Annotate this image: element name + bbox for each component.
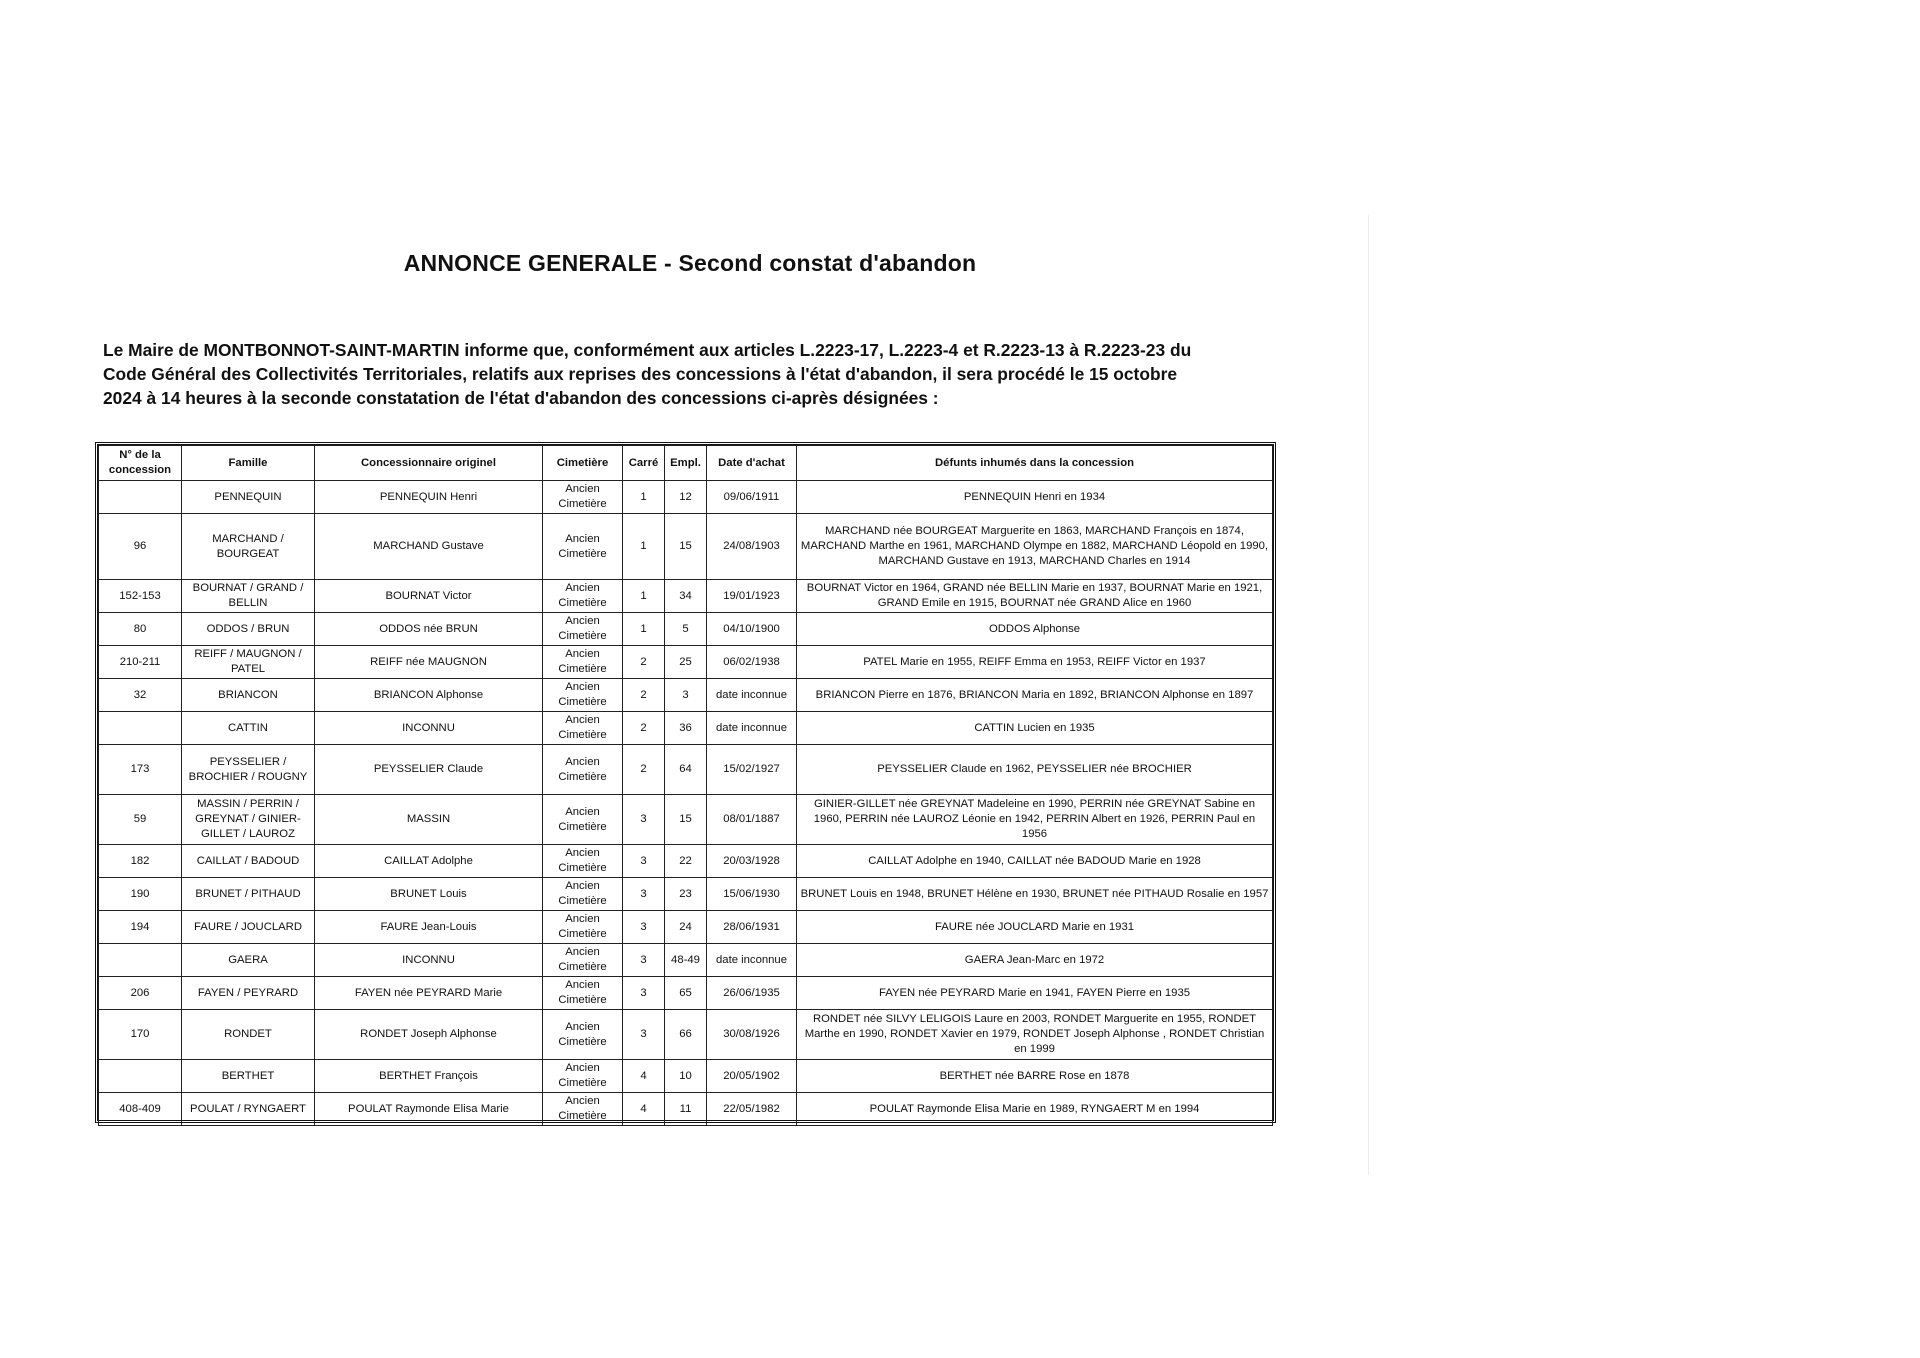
cell-defunts: FAURE née JOUCLARD Marie en 1931 xyxy=(797,911,1273,944)
table-row xyxy=(99,878,1273,911)
cell-defunts: RONDET née SILVY LELIGOIS Laure en 2003, RONDET Marguerite en 1955, RONDET Marthe en 1990, RONDET Xavier en 1979, RONDET Joseph Alphonse , RONDET Christian en 1999 xyxy=(797,1010,1273,1060)
cell-date: 20/05/1902 xyxy=(707,1060,797,1093)
header-cimetiere: Cimetière xyxy=(543,446,623,481)
table-row xyxy=(99,1010,1273,1060)
table-row xyxy=(99,745,1273,795)
cell-numero xyxy=(99,944,182,977)
cell-empl: 64 xyxy=(665,745,707,795)
cell-concessionnaire: RONDET Joseph Alphonse xyxy=(315,1010,543,1060)
table-row xyxy=(99,613,1273,646)
cell-famille: REIFF / MAUGNON / PATEL xyxy=(182,646,315,679)
intro-line: Le Maire de MONTBONNOT-SAINT-MARTIN informe que, conformément aux articles L.2223-17, L.2223-4 et R.2223-13 à R.2223-23 du xyxy=(103,340,1192,360)
cell-defunts: POULAT Raymonde Elisa Marie en 1989, RYNGAERT M en 1994 xyxy=(797,1093,1273,1126)
cell-empl: 22 xyxy=(665,845,707,878)
cell-numero: 408-409 xyxy=(99,1093,182,1126)
table-row xyxy=(99,580,1273,613)
cell-numero xyxy=(99,481,182,514)
cell-empl: 66 xyxy=(665,1010,707,1060)
cell-empl: 11 xyxy=(665,1093,707,1126)
cell-concessionnaire: BOURNAT Victor xyxy=(315,580,543,613)
cell-cimetiere: Ancien Cimetière xyxy=(543,878,623,911)
cell-concessionnaire: ODDOS née BRUN xyxy=(315,613,543,646)
table-row xyxy=(99,845,1273,878)
cell-concessionnaire: CAILLAT Adolphe xyxy=(315,845,543,878)
table-row xyxy=(99,679,1273,712)
cell-date: 06/02/1938 xyxy=(707,646,797,679)
cell-numero: 173 xyxy=(99,745,182,795)
table-row xyxy=(99,795,1273,845)
cell-famille: CAILLAT / BADOUD xyxy=(182,845,315,878)
header-defunts: Défunts inhumés dans la concession xyxy=(797,446,1273,481)
cell-cimetiere: Ancien Cimetière xyxy=(543,679,623,712)
cell-concessionnaire: FAURE Jean-Louis xyxy=(315,911,543,944)
cell-numero: 59 xyxy=(99,795,182,845)
cell-empl: 12 xyxy=(665,481,707,514)
intro-line: Code Général des Collectivités Territoriales, relatifs aux reprises des concessions à l'état d'abandon, il sera procédé le 15 octobre xyxy=(103,364,1178,384)
cell-date: date inconnue xyxy=(707,944,797,977)
intro-line: 2024 à 14 heures à la seconde constatation de l'état d'abandon des concessions ci-après désignées : xyxy=(103,388,939,408)
cell-defunts: MARCHAND née BOURGEAT Marguerite en 1863, MARCHAND François en 1874, MARCHAND Marthe en 1961, MARCHAND Olympe en 1882, MARCHAND Léopold en 1990, MARCHAND Gustave en 1913, MARCHAND Charles en 1914 xyxy=(797,514,1273,580)
cell-defunts: GINIER-GILLET née GREYNAT Madeleine en 1990, PERRIN née GREYNAT Sabine en 1960, PERRIN née LAUROZ Léonie en 1942, PERRIN Albert en 1926, PERRIN Paul en 1956 xyxy=(797,795,1273,845)
cell-carre: 3 xyxy=(623,944,665,977)
cell-date: 20/03/1928 xyxy=(707,845,797,878)
document-title: ANNONCE GENERALE - Second constat d'abandon xyxy=(403,250,977,276)
table-header-row xyxy=(99,446,1273,481)
cell-numero: 182 xyxy=(99,845,182,878)
cell-famille: POULAT / RYNGAERT xyxy=(182,1093,315,1126)
header-carre: Carré xyxy=(623,446,665,481)
table-row xyxy=(99,514,1273,580)
cell-carre: 2 xyxy=(623,646,665,679)
cell-empl: 5 xyxy=(665,613,707,646)
cell-date: date inconnue xyxy=(707,712,797,745)
table-row xyxy=(99,481,1273,514)
cell-carre: 3 xyxy=(623,977,665,1010)
cell-numero: 210-211 xyxy=(99,646,182,679)
table-row xyxy=(99,911,1273,944)
cell-defunts: GAERA Jean-Marc en 1972 xyxy=(797,944,1273,977)
cell-concessionnaire: BRUNET Louis xyxy=(315,878,543,911)
cell-empl: 10 xyxy=(665,1060,707,1093)
concessions-table-frame xyxy=(95,442,1276,1123)
cell-cimetiere: Ancien Cimetière xyxy=(543,613,623,646)
cell-famille: BRIANCON xyxy=(182,679,315,712)
cell-date: 19/01/1923 xyxy=(707,580,797,613)
scan-edge-line xyxy=(1368,215,1369,1175)
cell-cimetiere: Ancien Cimetière xyxy=(543,481,623,514)
cell-famille: RONDET xyxy=(182,1010,315,1060)
cell-concessionnaire: POULAT Raymonde Elisa Marie xyxy=(315,1093,543,1126)
cell-defunts: PEYSSELIER Claude en 1962, PEYSSELIER née BROCHIER xyxy=(797,745,1273,795)
cell-famille: CATTIN xyxy=(182,712,315,745)
cell-cimetiere: Ancien Cimetière xyxy=(543,1060,623,1093)
table-body xyxy=(99,481,1273,1126)
cell-empl: 24 xyxy=(665,911,707,944)
cell-famille: PEYSSELIER / BROCHIER / ROUGNY xyxy=(182,745,315,795)
cell-famille: BOURNAT / GRAND / BELLIN xyxy=(182,580,315,613)
cell-famille: ODDOS / BRUN xyxy=(182,613,315,646)
cell-famille: FAYEN / PEYRARD xyxy=(182,977,315,1010)
cell-date: 04/10/1900 xyxy=(707,613,797,646)
cell-numero xyxy=(99,1060,182,1093)
cell-concessionnaire: INCONNU xyxy=(315,712,543,745)
table-row xyxy=(99,944,1273,977)
cell-carre: 1 xyxy=(623,613,665,646)
cell-concessionnaire: MARCHAND Gustave xyxy=(315,514,543,580)
header-concessionnaire: Concessionnaire originel xyxy=(315,446,543,481)
concessions-table xyxy=(98,445,1273,1126)
cell-cimetiere: Ancien Cimetière xyxy=(543,845,623,878)
cell-date: 30/08/1926 xyxy=(707,1010,797,1060)
cell-defunts: BOURNAT Victor en 1964, GRAND née BELLIN Marie en 1937, BOURNAT Marie en 1921, GRAND Emile en 1915, BOURNAT née GRAND Alice en 1960 xyxy=(797,580,1273,613)
cell-famille: BERTHET xyxy=(182,1060,315,1093)
cell-numero: 194 xyxy=(99,911,182,944)
cell-numero: 32 xyxy=(99,679,182,712)
table-row xyxy=(99,646,1273,679)
cell-numero xyxy=(99,712,182,745)
cell-cimetiere: Ancien Cimetière xyxy=(543,911,623,944)
cell-date: date inconnue xyxy=(707,679,797,712)
cell-empl: 65 xyxy=(665,977,707,1010)
cell-empl: 23 xyxy=(665,878,707,911)
cell-defunts: PENNEQUIN Henri en 1934 xyxy=(797,481,1273,514)
cell-date: 15/02/1927 xyxy=(707,745,797,795)
cell-cimetiere: Ancien Cimetière xyxy=(543,580,623,613)
cell-concessionnaire: BERTHET François xyxy=(315,1060,543,1093)
cell-carre: 2 xyxy=(623,745,665,795)
cell-numero: 206 xyxy=(99,977,182,1010)
cell-carre: 2 xyxy=(623,679,665,712)
cell-concessionnaire: INCONNU xyxy=(315,944,543,977)
cell-famille: FAURE / JOUCLARD xyxy=(182,911,315,944)
cell-carre: 2 xyxy=(623,712,665,745)
table-row xyxy=(99,977,1273,1010)
cell-defunts: CAILLAT Adolphe en 1940, CAILLAT née BADOUD Marie en 1928 xyxy=(797,845,1273,878)
cell-concessionnaire: FAYEN née PEYRARD Marie xyxy=(315,977,543,1010)
cell-famille: MARCHAND / BOURGEAT xyxy=(182,514,315,580)
cell-concessionnaire: MASSIN xyxy=(315,795,543,845)
cell-defunts: BERTHET née BARRE Rose en 1878 xyxy=(797,1060,1273,1093)
cell-numero: 80 xyxy=(99,613,182,646)
header-numero: N° de la concession xyxy=(99,446,182,481)
cell-numero: 190 xyxy=(99,878,182,911)
cell-defunts: CATTIN Lucien en 1935 xyxy=(797,712,1273,745)
cell-empl: 15 xyxy=(665,514,707,580)
cell-date: 26/06/1935 xyxy=(707,977,797,1010)
cell-date: 28/06/1931 xyxy=(707,911,797,944)
cell-famille: PENNEQUIN xyxy=(182,481,315,514)
cell-cimetiere: Ancien Cimetière xyxy=(543,795,623,845)
table-row xyxy=(99,1060,1273,1093)
cell-concessionnaire: PENNEQUIN Henri xyxy=(315,481,543,514)
cell-concessionnaire: BRIANCON Alphonse xyxy=(315,679,543,712)
header-famille: Famille xyxy=(182,446,315,481)
cell-empl: 15 xyxy=(665,795,707,845)
cell-defunts: BRIANCON Pierre en 1876, BRIANCON Maria en 1892, BRIANCON Alphonse en 1897 xyxy=(797,679,1273,712)
cell-carre: 4 xyxy=(623,1093,665,1126)
cell-carre: 4 xyxy=(623,1060,665,1093)
cell-carre: 3 xyxy=(623,911,665,944)
cell-cimetiere: Ancien Cimetière xyxy=(543,745,623,795)
cell-empl: 34 xyxy=(665,580,707,613)
cell-date: 15/06/1930 xyxy=(707,878,797,911)
cell-famille: MASSIN / PERRIN / GREYNAT / GINIER-GILLET / LAUROZ xyxy=(182,795,315,845)
cell-famille: GAERA xyxy=(182,944,315,977)
cell-concessionnaire: REIFF née MAUGNON xyxy=(315,646,543,679)
intro-paragraph xyxy=(103,338,1278,410)
cell-date: 22/05/1982 xyxy=(707,1093,797,1126)
cell-famille: BRUNET / PITHAUD xyxy=(182,878,315,911)
cell-empl: 48-49 xyxy=(665,944,707,977)
cell-carre: 3 xyxy=(623,878,665,911)
table-row xyxy=(99,712,1273,745)
cell-cimetiere: Ancien Cimetière xyxy=(543,1093,623,1126)
cell-numero: 170 xyxy=(99,1010,182,1060)
cell-defunts: BRUNET Louis en 1948, BRUNET Hélène en 1930, BRUNET née PITHAUD Rosalie en 1957 xyxy=(797,878,1273,911)
cell-empl: 3 xyxy=(665,679,707,712)
cell-numero: 152-153 xyxy=(99,580,182,613)
cell-cimetiere: Ancien Cimetière xyxy=(543,514,623,580)
cell-numero: 96 xyxy=(99,514,182,580)
cell-defunts: FAYEN née PEYRARD Marie en 1941, FAYEN Pierre en 1935 xyxy=(797,977,1273,1010)
cell-carre: 1 xyxy=(623,580,665,613)
table-row xyxy=(99,1093,1273,1126)
cell-carre: 3 xyxy=(623,845,665,878)
cell-date: 09/06/1911 xyxy=(707,481,797,514)
cell-cimetiere: Ancien Cimetière xyxy=(543,977,623,1010)
cell-carre: 3 xyxy=(623,795,665,845)
cell-cimetiere: Ancien Cimetière xyxy=(543,1010,623,1060)
cell-cimetiere: Ancien Cimetière xyxy=(543,646,623,679)
cell-carre: 1 xyxy=(623,481,665,514)
cell-date: 08/01/1887 xyxy=(707,795,797,845)
header-date: Date d'achat xyxy=(707,446,797,481)
cell-cimetiere: Ancien Cimetière xyxy=(543,944,623,977)
cell-empl: 36 xyxy=(665,712,707,745)
cell-cimetiere: Ancien Cimetière xyxy=(543,712,623,745)
cell-empl: 25 xyxy=(665,646,707,679)
cell-carre: 3 xyxy=(623,1010,665,1060)
cell-concessionnaire: PEYSSELIER Claude xyxy=(315,745,543,795)
cell-defunts: PATEL Marie en 1955, REIFF Emma en 1953, REIFF Victor en 1937 xyxy=(797,646,1273,679)
cell-date: 24/08/1903 xyxy=(707,514,797,580)
cell-defunts: ODDOS Alphonse xyxy=(797,613,1273,646)
header-empl: Empl. xyxy=(665,446,707,481)
cell-carre: 1 xyxy=(623,514,665,580)
